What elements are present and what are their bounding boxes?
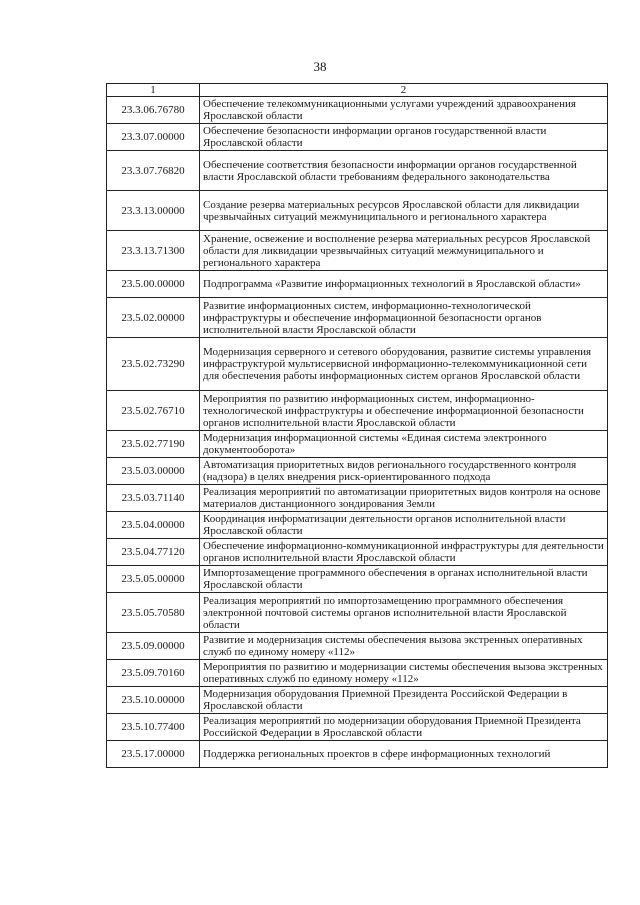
row-code-cell: 23.3.13.71300	[107, 231, 200, 271]
row-code-cell: 23.3.07.00000	[107, 124, 200, 151]
row-code-cell: 23.5.02.00000	[107, 298, 200, 338]
row-name-cell: Импортозамещение программного обеспечения в органах исполнительной власти Ярославской области	[200, 566, 608, 593]
row-code-cell: 23.5.00.00000	[107, 271, 200, 298]
row-code-cell: 23.3.13.00000	[107, 191, 200, 231]
column-header-code: 1	[107, 84, 200, 97]
table-row	[107, 593, 608, 633]
page-number: 38	[313, 59, 327, 74]
table-row	[107, 231, 608, 271]
row-code-cell: 23.3.07.76820	[107, 151, 200, 191]
row-name-cell: Обеспечение телекоммуникационными услугами учреждений здравоохранения Ярославской области	[200, 97, 608, 124]
row-code-cell: 23.5.02.77190	[107, 431, 200, 458]
row-name-cell: Модернизация информационной системы «Единая система электронного документооборота»	[200, 431, 608, 458]
budget-classification-table	[106, 83, 608, 768]
row-code-cell: 23.5.03.71140	[107, 485, 200, 512]
row-name-cell: Обеспечение безопасности информации органов государственной власти Ярославской области	[200, 124, 608, 151]
row-code-cell: 23.5.10.77400	[107, 714, 200, 741]
table-row	[107, 338, 608, 391]
row-name-cell: Развитие и модернизация системы обеспечения вызова экстренных оперативных служб по единому номеру «112»	[200, 633, 608, 660]
row-code-cell: 23.5.04.00000	[107, 512, 200, 539]
row-code-cell: 23.5.17.00000	[107, 741, 200, 768]
row-code-cell: 23.5.02.76710	[107, 391, 200, 431]
row-name-cell: Развитие информационных систем, информационно-технологической инфраструктуры и обеспечение информационной безопасности органов исполнительной власти Ярославской области	[200, 298, 608, 338]
row-code-cell: 23.5.10.00000	[107, 687, 200, 714]
row-name-cell: Автоматизация приоритетных видов регионального государственного контроля (надзора) в целях внедрения риск-ориентированного подхода	[200, 458, 608, 485]
row-name-cell: Обеспечение информационно-коммуникационной инфраструктуры для деятельности органов исполнительной власти Ярославской области	[200, 539, 608, 566]
row-name-cell: Хранение, освежение и восполнение резерва материальных ресурсов Ярославской области для ликвидации чрезвычайных ситуаций межмуниципального и регионального характера	[200, 231, 608, 271]
table-row	[107, 298, 608, 338]
table-row	[107, 97, 608, 124]
row-name-cell: Реализация мероприятий по модернизации оборудования Приемной Президента Российской Федерации в Ярославской области	[200, 714, 608, 741]
row-name-cell: Модернизация оборудования Приемной Президента Российской Федерации в Ярославской области	[200, 687, 608, 714]
row-name-cell: Поддержка региональных проектов в сфере информационных технологий	[200, 741, 608, 768]
table-row	[107, 714, 608, 741]
table-row	[107, 458, 608, 485]
row-code-cell: 23.5.05.00000	[107, 566, 200, 593]
row-name-cell: Мероприятия по развитию информационных систем, информационно-технологической инфраструктуры и обеспечение информационной безопасности органов исполнительной власти Ярославской области	[200, 391, 608, 431]
table-row	[107, 741, 608, 768]
table-row	[107, 512, 608, 539]
row-name-cell: Реализация мероприятий по автоматизации приоритетных видов контроля на основе материалов дистанционного зондирования Земли	[200, 485, 608, 512]
row-code-cell: 23.5.09.00000	[107, 633, 200, 660]
row-name-cell: Реализация мероприятий по импортозамещению программного обеспечения электронной почтовой системы органов исполнительной власти Ярославской области	[200, 593, 608, 633]
table-header-row	[107, 84, 608, 97]
row-code-cell: 23.5.02.73290	[107, 338, 200, 391]
row-code-cell: 23.5.09.70160	[107, 660, 200, 687]
row-code-cell: 23.5.03.00000	[107, 458, 200, 485]
table-row	[107, 191, 608, 231]
row-code-cell: 23.3.06.76780	[107, 97, 200, 124]
row-code-cell: 23.5.05.70580	[107, 593, 200, 633]
row-code-cell: 23.5.04.77120	[107, 539, 200, 566]
row-name-cell: Модернизация серверного и сетевого оборудования, развитие системы управления инфраструктурой мультисервисной информационно-телекоммуникационной сети для обеспечения работы информационных систем органов Ярославской области	[200, 338, 608, 391]
table-row	[107, 431, 608, 458]
row-name-cell: Обеспечение соответствия безопасности информации органов государственной власти Ярославской области требованиям федерального законодательства	[200, 151, 608, 191]
table-row	[107, 124, 608, 151]
row-name-cell: Подпрограмма «Развитие информационных технологий в Ярославской области»	[200, 271, 608, 298]
table-row	[107, 687, 608, 714]
table-row	[107, 485, 608, 512]
table-row	[107, 566, 608, 593]
table-row	[107, 271, 608, 298]
row-name-cell: Создание резерва материальных ресурсов Ярославской области для ликвидации чрезвычайных ситуаций межмуниципального и регионального характера	[200, 191, 608, 231]
table-row	[107, 539, 608, 566]
table-row	[107, 660, 608, 687]
table-row	[107, 633, 608, 660]
column-header-name: 2	[200, 84, 608, 97]
table-row	[107, 391, 608, 431]
row-name-cell: Координация информатизации деятельности органов исполнительной власти Ярославской области	[200, 512, 608, 539]
row-name-cell: Мероприятия по развитию и модернизации системы обеспечения вызова экстренных оперативных служб по единому номеру «112»	[200, 660, 608, 687]
table-row	[107, 151, 608, 191]
